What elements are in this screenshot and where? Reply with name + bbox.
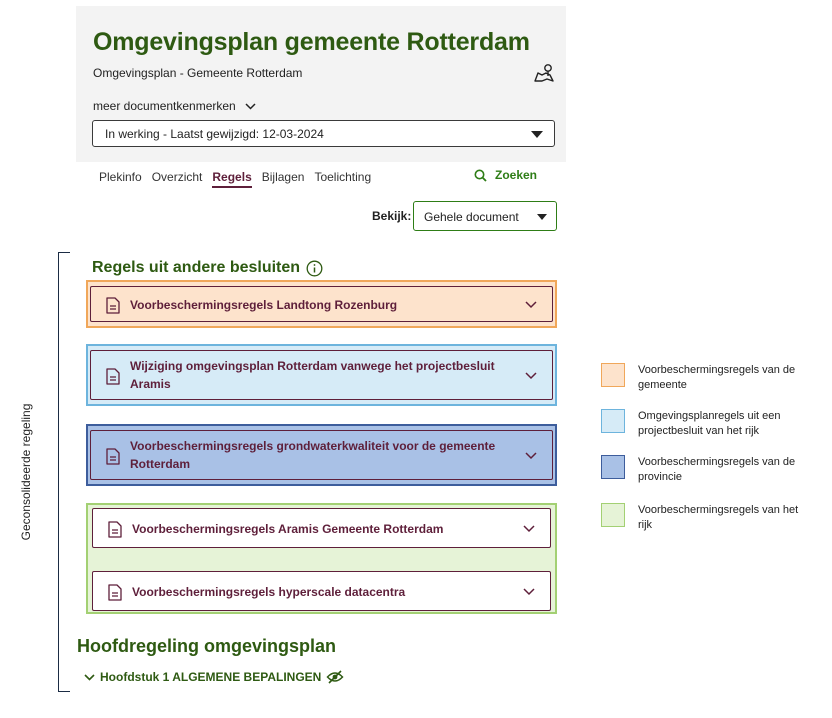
legend-item xyxy=(601,455,808,485)
eye-slash-icon[interactable] xyxy=(326,670,344,684)
legend-swatch xyxy=(601,409,625,433)
chevron-down-icon xyxy=(523,525,535,533)
tab-toelichting[interactable]: Toelichting xyxy=(314,170,372,184)
document-subtitle: Omgevingsplan - Gemeente Rotterdam xyxy=(93,66,303,80)
legend-label: Omgevingsplanregels uit een projectbesluit van het rijk xyxy=(638,410,781,437)
version-select[interactable] xyxy=(92,120,555,147)
rule-item[interactable] xyxy=(92,571,551,611)
document-icon xyxy=(108,584,122,601)
rules-other-decisions-title xyxy=(92,259,323,277)
rule-item-label: Voorbeschermingsregels Landtong Rozenburg xyxy=(130,298,398,312)
rule-item-label: Voorbeschermingsregels grondwaterkwaliteit voor de gemeente Rotterdam xyxy=(130,439,496,471)
info-icon[interactable] xyxy=(306,260,323,277)
legend-swatch xyxy=(601,363,625,387)
caret-down-icon xyxy=(531,131,543,138)
tab-overzicht[interactable]: Overzicht xyxy=(151,170,203,184)
legend-swatch xyxy=(601,455,625,479)
map-location-icon[interactable] xyxy=(533,62,555,84)
document-tabs xyxy=(99,170,371,188)
tab-bijlagen[interactable]: Bijlagen xyxy=(261,170,305,184)
version-select-value: In werking - Laatst gewijzigd: 12-03-2024 xyxy=(105,127,324,141)
document-icon xyxy=(108,521,122,538)
rules-other-decisions-title-text: Regels uit andere besluiten xyxy=(92,259,301,276)
view-select[interactable] xyxy=(413,201,557,231)
main-regulation-title: Hoofdregeling omgevingsplan xyxy=(77,636,337,656)
document-icon xyxy=(106,448,120,465)
legend-label: Voorbeschermingsregels van het rijk xyxy=(638,504,799,531)
rule-item[interactable] xyxy=(90,286,553,322)
tab-plekinfo[interactable]: Plekinfo xyxy=(99,170,142,184)
more-document-properties-toggle[interactable] xyxy=(93,99,256,113)
rule-item-label: Voorbeschermingsregels Aramis Gemeente Rotterdam xyxy=(132,522,444,536)
page-title: Omgevingsplan gemeente Rotterdam xyxy=(93,28,530,56)
rule-item-label: Wijziging omgevingsplan Rotterdam vanwege het projectbesluit Aramis xyxy=(130,359,495,391)
document-icon xyxy=(106,368,120,385)
view-label: Bekijk: xyxy=(372,209,412,223)
rule-item[interactable] xyxy=(90,430,553,480)
rule-item[interactable] xyxy=(90,350,553,400)
consolidated-bracket xyxy=(58,252,70,692)
legend-swatch xyxy=(601,503,625,527)
caret-down-icon xyxy=(537,214,547,220)
chevron-down-icon xyxy=(84,674,95,681)
view-select-value: Gehele document xyxy=(424,210,519,224)
document-icon xyxy=(106,297,120,314)
legend-item xyxy=(601,503,808,533)
rule-item[interactable] xyxy=(92,508,551,548)
chevron-down-icon xyxy=(525,372,537,380)
legend-item xyxy=(601,409,808,439)
legend-item xyxy=(601,363,808,393)
legend-label: Voorbeschermingsregels van de gemeente xyxy=(638,364,796,391)
rule-item-label: Voorbeschermingsregels hyperscale datacentra xyxy=(132,585,406,599)
search-button[interactable] xyxy=(474,168,537,182)
chapter-1-label: Hoofdstuk 1 ALGEMENE BEPALINGEN xyxy=(100,670,322,684)
legend-label: Voorbeschermingsregels van de provincie xyxy=(638,456,796,483)
more-document-properties-label: meer documentkenmerken xyxy=(93,99,236,113)
search-label: Zoeken xyxy=(495,168,538,182)
search-icon xyxy=(474,169,487,182)
chevron-down-icon xyxy=(245,103,256,110)
chevron-down-icon xyxy=(525,301,537,309)
chevron-down-icon xyxy=(523,588,535,596)
chevron-down-icon xyxy=(525,452,537,460)
consolidated-regulation-label: Geconsolideerde regeling xyxy=(19,403,33,541)
tab-regels[interactable]: Regels xyxy=(212,170,251,188)
chapter-1-toggle[interactable] xyxy=(84,670,344,684)
